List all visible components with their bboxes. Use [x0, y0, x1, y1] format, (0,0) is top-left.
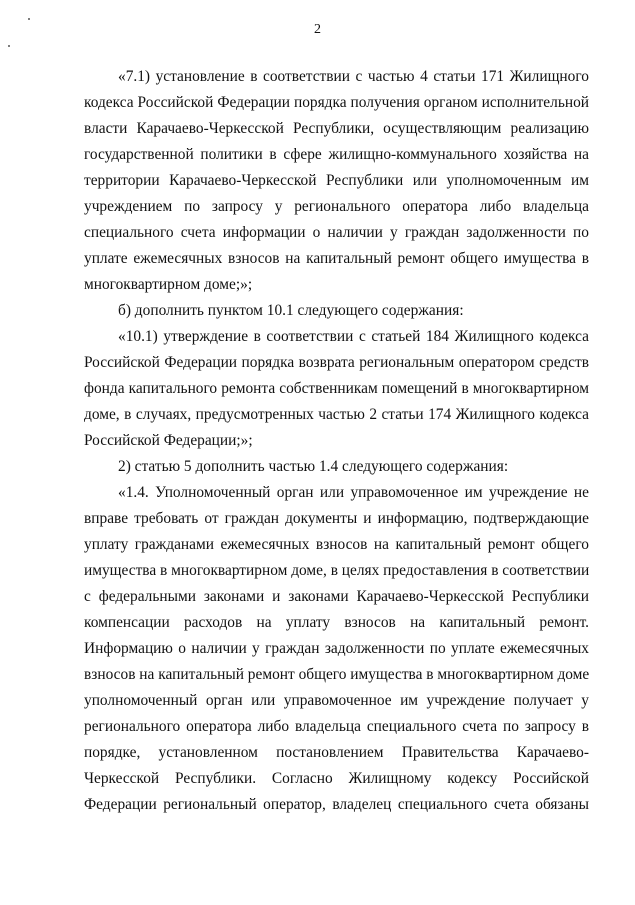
text-line: Российской Федерации;»;: [84, 432, 253, 449]
text-line: компенсации расходов на уплату взносов на капитальный ремонт.: [84, 614, 589, 631]
scan-speck: [8, 45, 10, 47]
text-line: Информацию о наличии у граждан задолженности по уплате ежемесячных: [84, 640, 589, 657]
paragraph-item-1-4: [84, 480, 589, 818]
text-line: Российской Федерации порядка возврата региональным оператором средств: [84, 354, 589, 371]
paragraph-item-b: [84, 298, 589, 324]
text-line: доме, в случаях, предусмотренных частью 2 статьи 174 Жилищного кодекса: [84, 406, 589, 423]
text-line: регионального оператора либо владельца специального счета по запросу в: [84, 718, 589, 735]
text-line: фонда капитального ремонта собственникам помещений в многоквартирном: [84, 380, 589, 397]
text-line: уплате ежемесячных взносов на капитальный ремонт общего имущества в: [84, 250, 589, 267]
page-number: 2: [314, 22, 321, 37]
text-line: имущества в многоквартирном доме, в целях предоставления в соответствии: [84, 562, 590, 579]
paragraph-item-7-1: [84, 64, 589, 298]
text-line: многоквартирном доме;»;: [84, 276, 253, 293]
text-line: 2) статью 5 дополнить частью 1.4 следующего содержания:: [118, 458, 509, 475]
text-line: учреждением по запросу у регионального оператора либо владельца: [84, 198, 589, 215]
text-line: порядке, установленном постановлением Правительства Карачаево-: [84, 744, 589, 761]
text-line: кодекса Российской Федерации порядка получения органом исполнительной: [84, 94, 589, 111]
text-line: «1.4. Уполномоченный орган или управомоченное им учреждение не: [118, 484, 589, 501]
text-line: с федеральными законами и законами Карачаево-Черкесской Республики: [84, 588, 589, 605]
text-line: б) дополнить пунктом 10.1 следующего содержания:: [118, 302, 464, 319]
document-body: [84, 64, 589, 818]
text-line: государственной политики в сфере жилищно-коммунального хозяйства на: [84, 146, 589, 163]
text-line: уполномоченный орган или управомоченное им учреждение получает у: [84, 692, 589, 709]
text-line: специального счета информации о наличии у граждан задолженности по: [84, 224, 589, 241]
text-line: взносов на капитальный ремонт общего имущества в многоквартирном доме: [84, 666, 590, 683]
text-line: Черкесской Республики. Согласно Жилищному кодексу Российской: [84, 770, 589, 787]
scan-speck: [28, 18, 30, 20]
paragraph-item-2: [84, 454, 589, 480]
text-line: власти Карачаево-Черкесской Республики, осуществляющим реализацию: [84, 120, 589, 137]
text-line: вправе требовать от граждан документы и информацию, подтверждающие: [84, 510, 589, 527]
text-line: «10.1) утверждение в соответствии с статьей 184 Жилищного кодекса: [118, 328, 589, 345]
text-line: уплату гражданами ежемесячных взносов на капитальный ремонт общего: [84, 536, 589, 553]
text-line: «7.1) установление в соответствии с частью 4 статьи 171 Жилищного: [118, 68, 589, 85]
text-line: территории Карачаево-Черкесской Республики или уполномоченным им: [84, 172, 589, 189]
paragraph-item-10-1: [84, 324, 589, 454]
text-line: Федерации региональный оператор, владелец специального счета обязаны: [84, 796, 589, 813]
